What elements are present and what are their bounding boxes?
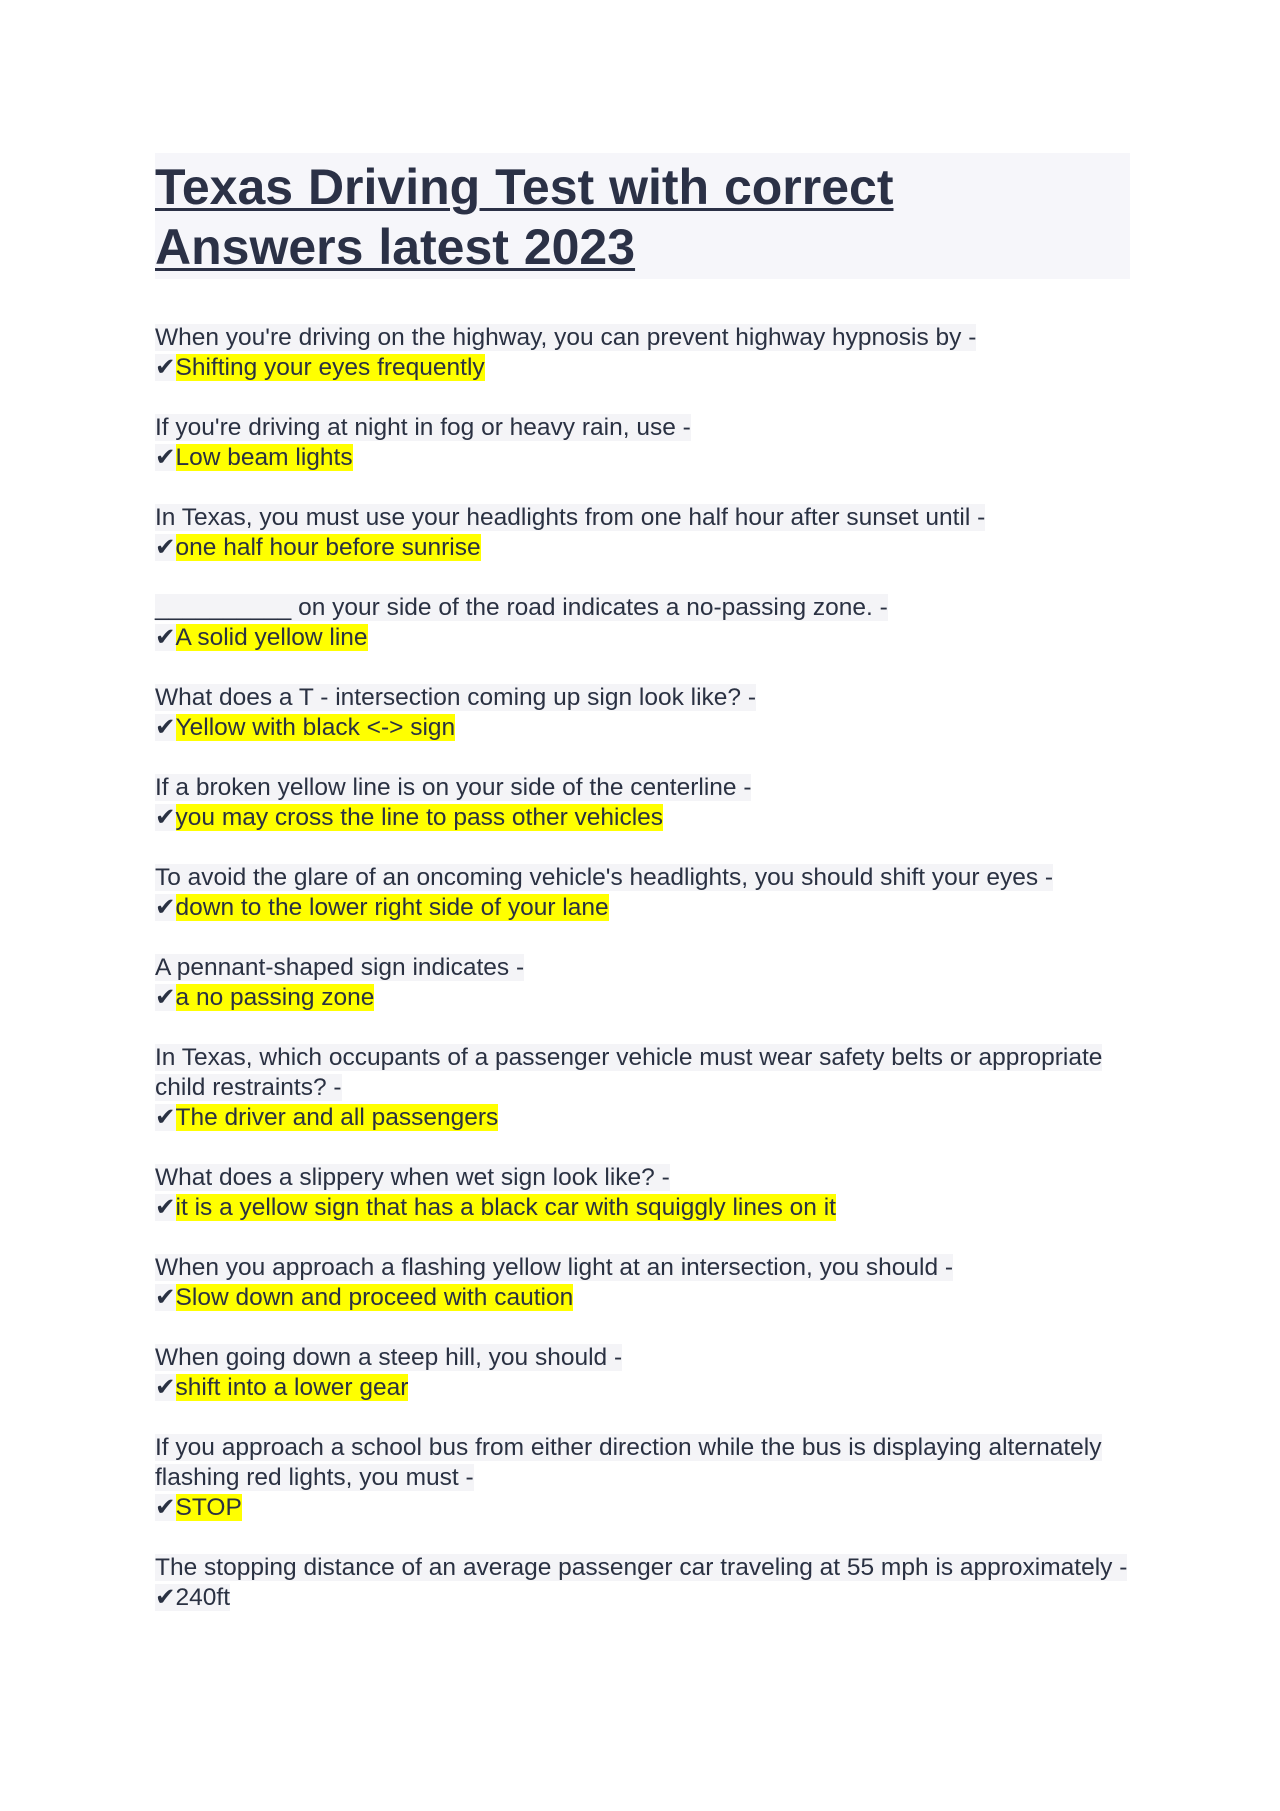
check-icon: ✔ [155, 1104, 176, 1131]
check-icon: ✔ [155, 804, 176, 831]
title-line-2: Answers latest 2023 [155, 219, 636, 275]
qa-list [155, 323, 1130, 1613]
title-block [155, 153, 1130, 279]
question-text: A pennant-shaped sign indicates - [155, 954, 525, 981]
question-text: The stopping distance of an average passenger car traveling at 55 mph is approximately - [155, 1554, 1128, 1581]
answer-line [155, 1373, 1130, 1403]
question-text: __________ on your side of the road indicates a no-passing zone. - [155, 594, 888, 621]
answer-text: Yellow with black <-> sign [175, 714, 456, 741]
question-text: When you're driving on the highway, you can prevent highway hypnosis by - [155, 324, 977, 351]
answer-line [155, 623, 1130, 653]
qa-item-14 [155, 1553, 1130, 1613]
check-icon: ✔ [155, 354, 176, 381]
answer-line [155, 353, 1130, 383]
qa-item-10 [155, 1163, 1130, 1223]
qa-item-4 [155, 593, 1130, 653]
qa-item-3 [155, 503, 1130, 563]
question-text: In Texas, you must use your headlights from one half hour after sunset until - [155, 504, 986, 531]
qa-item-13 [155, 1433, 1130, 1523]
qa-item-9 [155, 1043, 1130, 1133]
answer-text: one half hour before sunrise [175, 534, 481, 561]
answer-text: Low beam lights [175, 444, 353, 471]
title-line-1: Texas Driving Test with correct [155, 159, 894, 215]
check-icon: ✔ [155, 714, 176, 741]
check-icon: ✔ [155, 1494, 176, 1521]
check-icon: ✔ [155, 534, 176, 561]
answer-line [155, 533, 1130, 563]
check-icon: ✔ [155, 984, 176, 1011]
question-text: When going down a steep hill, you should - [155, 1344, 623, 1371]
question-text: What does a T - intersection coming up sign look like? - [155, 684, 757, 711]
answer-text: shift into a lower gear [175, 1374, 409, 1401]
answer-text: Slow down and proceed with caution [175, 1284, 574, 1311]
check-icon: ✔ [155, 1374, 176, 1401]
answer-text: 240ft [175, 1584, 231, 1611]
qa-item-8 [155, 953, 1130, 1013]
answer-line [155, 1283, 1130, 1313]
answer-text: Shifting your eyes frequently [175, 354, 485, 381]
answer-line [155, 713, 1130, 743]
answer-text: you may cross the line to pass other vehicles [175, 804, 664, 831]
question-text: In Texas, which occupants of a passenger vehicle must wear safety belts or appropriate child restraints? - [155, 1044, 1103, 1101]
check-icon: ✔ [155, 444, 176, 471]
answer-line [155, 803, 1130, 833]
check-icon: ✔ [155, 624, 176, 651]
check-icon: ✔ [155, 1284, 176, 1311]
question-text: If a broken yellow line is on your side of the centerline - [155, 774, 752, 801]
answer-text: A solid yellow line [175, 624, 368, 651]
answer-line [155, 1103, 1130, 1133]
qa-item-6 [155, 773, 1130, 833]
document-page [155, 153, 1130, 1643]
answer-line [155, 1493, 1130, 1523]
qa-item-5 [155, 683, 1130, 743]
check-icon: ✔ [155, 894, 176, 921]
answer-line [155, 1193, 1130, 1223]
answer-text: down to the lower right side of your lane [175, 894, 609, 921]
answer-text: The driver and all passengers [175, 1104, 499, 1131]
question-text: What does a slippery when wet sign look like? - [155, 1164, 670, 1191]
qa-item-11 [155, 1253, 1130, 1313]
question-text: If you're driving at night in fog or heavy rain, use - [155, 414, 691, 441]
answer-text: STOP [175, 1494, 242, 1521]
answer-text: a no passing zone [175, 984, 375, 1011]
answer-line [155, 893, 1130, 923]
qa-item-7 [155, 863, 1130, 923]
check-icon: ✔ [155, 1194, 176, 1221]
qa-item-1 [155, 323, 1130, 383]
question-text: When you approach a flashing yellow light at an intersection, you should - [155, 1254, 954, 1281]
qa-item-12 [155, 1343, 1130, 1403]
answer-text: it is a yellow sign that has a black car with squiggly lines on it [175, 1194, 836, 1221]
answer-line [155, 1583, 1130, 1613]
question-text: To avoid the glare of an oncoming vehicle's headlights, you should shift your eyes - [155, 864, 1054, 891]
qa-item-2 [155, 413, 1130, 473]
answer-line [155, 983, 1130, 1013]
check-icon: ✔ [155, 1584, 176, 1611]
question-text: If you approach a school bus from either direction while the bus is displaying alternately flashing red lights, you must - [155, 1434, 1102, 1491]
answer-line [155, 443, 1130, 473]
document-title [155, 157, 1130, 277]
